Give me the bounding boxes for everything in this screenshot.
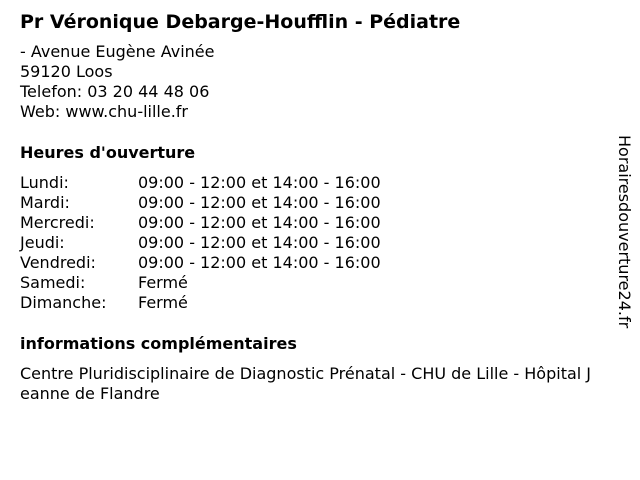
day-label: Mercredi: <box>20 213 95 232</box>
phone-number: Telefon: 03 20 44 48 06 <box>20 82 210 101</box>
day-label: Samedi: <box>20 273 86 292</box>
info-heading: informations complémentaires <box>20 334 297 353</box>
day-hours: 09:00 - 12:00 et 14:00 - 16:00 <box>138 253 381 272</box>
hours-row <box>20 213 610 233</box>
street-address: - Avenue Eugène Avinée <box>20 42 215 61</box>
hours-row <box>20 273 610 293</box>
hours-row <box>20 293 610 313</box>
hours-row <box>20 193 610 213</box>
content <box>20 10 610 404</box>
page-title: Pr Véronique Debarge-Houfflin - Pédiatre <box>20 11 461 33</box>
city-postal: 59120 Loos <box>20 62 113 81</box>
hours-table <box>20 173 610 313</box>
watermark-vertical <box>613 135 635 375</box>
day-label: Dimanche: <box>20 293 107 312</box>
day-label: Lundi: <box>20 173 69 192</box>
day-hours: 09:00 - 12:00 et 14:00 - 16:00 <box>138 233 381 252</box>
day-hours: Fermé <box>138 293 188 312</box>
hours-row <box>20 173 610 193</box>
hours-row <box>20 233 610 253</box>
address-block <box>20 42 610 122</box>
hours-heading: Heures d'ouverture <box>20 143 196 162</box>
day-hours: 09:00 - 12:00 et 14:00 - 16:00 <box>138 213 381 232</box>
day-label: Mardi: <box>20 193 70 212</box>
watermark-text: Horairesdouverture24.fr <box>615 135 634 329</box>
day-label: Vendredi: <box>20 253 96 272</box>
info-text: Centre Pluridisciplinaire de Diagnostic Prénatal - CHU de Lille - Hôpital Jeanne de Flandre <box>20 364 592 403</box>
day-label: Jeudi: <box>20 233 65 252</box>
hours-row <box>20 253 610 273</box>
day-hours: Fermé <box>138 273 188 292</box>
day-hours: 09:00 - 12:00 et 14:00 - 16:00 <box>138 173 381 192</box>
website: Web: www.chu-lille.fr <box>20 102 189 121</box>
day-hours: 09:00 - 12:00 et 14:00 - 16:00 <box>138 193 381 212</box>
